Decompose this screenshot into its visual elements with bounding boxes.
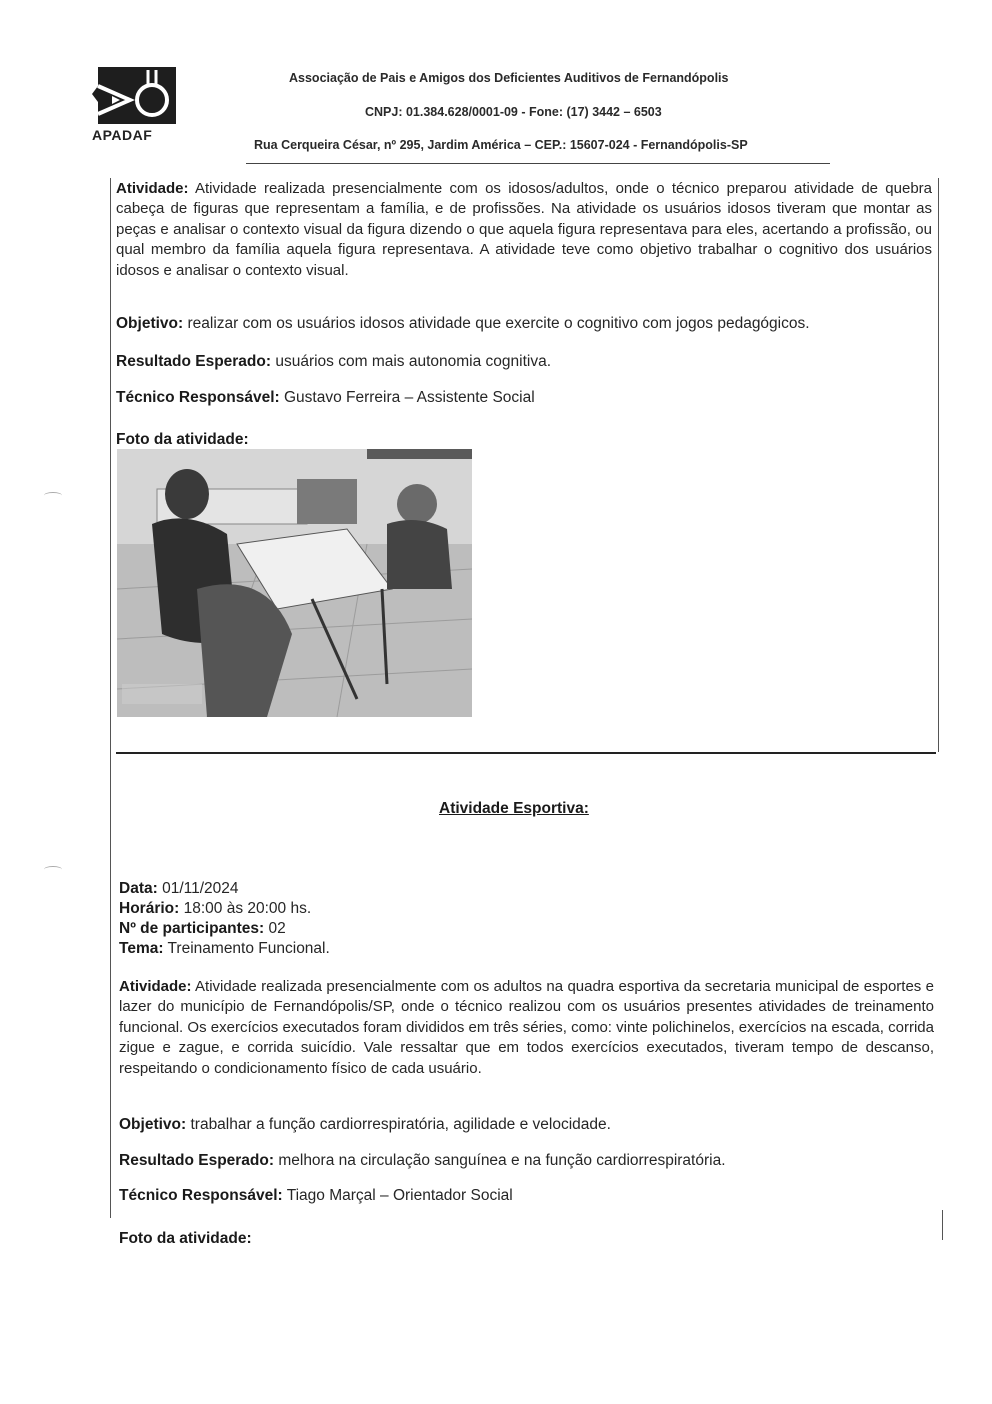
s2-objetivo: Objetivo: trabalhar a função cardiorrespiratória, agilidade e velocidade. <box>119 1116 611 1133</box>
s1-resultado: Resultado Esperado: usuários com mais autonomia cognitiva. <box>116 353 552 370</box>
s2-data: Data: 01/11/2024 <box>119 880 239 897</box>
s1-tecnico: Técnico Responsável: Gustavo Ferreira – Assistente Social <box>116 389 535 406</box>
s2-resultado: Resultado Esperado: melhora na circulação sanguínea e na função cardiorrespiratória. <box>119 1152 726 1169</box>
section-divider <box>116 752 936 754</box>
activity-photo <box>117 449 472 717</box>
s2-horario: Horário: 18:00 às 20:00 hs. <box>119 900 312 917</box>
s1-objetivo: Objetivo: realizar com os usuários idosos atividade que exercite o cognitivo com jogos pedagógicos. <box>116 315 810 332</box>
s2-tema: Tema: Treinamento Funcional. <box>119 940 330 957</box>
org-name: Associação de Pais e Amigos dos Deficientes Auditivos de Fernandópolis <box>289 71 729 85</box>
sports-activity-title: Atividade Esportiva: <box>439 800 589 817</box>
frame-right-lower <box>942 1210 943 1240</box>
s2-tecnico: Técnico Responsável: Tiago Marçal – Orientador Social <box>119 1187 513 1204</box>
s2-foto-label: Foto da atividade: <box>119 1230 252 1247</box>
s2-atividade: Atividade: Atividade realizada presencialmente com os adultos na quadra esportiva da secretaria municipal de esportes e lazer do município de Fernandópolis/SP, onde o técnico realizou com os usuários presentes atividades de treinamento funcional. Os exercícios executados foram divididos em três séries, como: vinte polichinelos, exercícios na escada, corrida zigue e zague, e corrida suicídio. Vale ressaltar que em todos exercícios executados, tiveram tempo de descanso, respeitando o condicionamento físico de cada usuário. <box>119 978 934 1077</box>
header-rule <box>246 163 830 164</box>
s1-foto-label: Foto da atividade: <box>116 431 249 448</box>
scan-mark <box>44 492 62 499</box>
frame-right <box>938 178 939 752</box>
s2-participantes: Nº de participantes: 02 <box>119 920 286 937</box>
address: Rua Cerqueira César, nº 295, Jardim América – CEP.: 15607-024 - Fernandópolis-SP <box>254 138 748 152</box>
logo-text: APADAF <box>92 127 153 143</box>
frame-left <box>110 178 111 1218</box>
scan-mark <box>44 866 62 873</box>
s1-atividade: Atividade: Atividade realizada presencialmente com os idosos/adultos, onde o técnico preparou atividade de quebra cabeça de figuras que representam a família, e de profissões. Na atividade os usuários idosos tiveram que montar as peças e analisar o contexto visual da figura dizendo o que aquela figura representava para eles, acertando a profissão, ou qual membro da família aquela figura representava. A atividade teve como objetivo trabalhar o cognitivo dos usuários idosos e analisar o contexto visual. <box>116 180 932 279</box>
cnpj-phone: CNPJ: 01.384.628/0001-09 - Fone: (17) 3442 – 6503 <box>365 105 662 119</box>
